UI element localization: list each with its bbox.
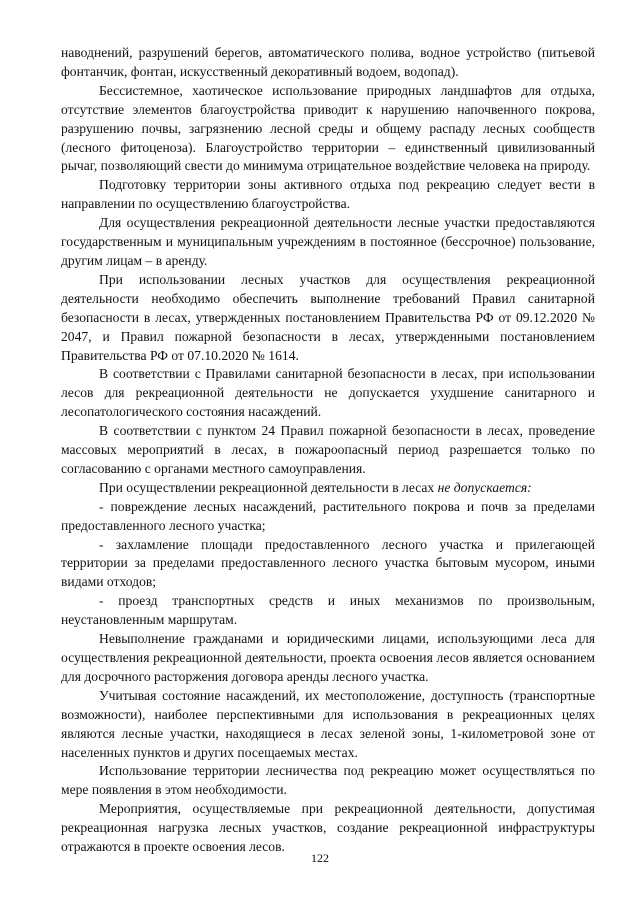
paragraph-8: [61, 479, 595, 498]
paragraph-8-lead: При осуществлении рекреационной деятельности в лесах: [99, 479, 438, 495]
paragraph-13: Учитывая состояние насаждений, их местоположение, доступность (транспортные возможности), наиболее перспективными для использования в рекреационных целях являются лесные участки, находящиеся в лесах зеленой зоны, 1-километровой зоне от населенных пунктов и других посещаемых местах.: [61, 687, 595, 760]
paragraph-7: В соответствии с пунктом 24 Правил пожарной безопасности в лесах, проведение массовых мероприятий в лесах, в пожароопасный период разрешается только по согласованию с органами местного самоуправления.: [61, 423, 595, 476]
paragraph-14: Использование территории лесничества под рекреацию может осуществляться по мере появления в этом необходимости.: [61, 763, 595, 798]
paragraph-6: В соответствии с Правилами санитарной безопасности в лесах, при использовании лесов для рекреационной деятельности не допускается ухудшение санитарного и лесопатологического состояния насаждений.: [61, 366, 595, 420]
paragraph-5: При использовании лесных участков для осуществления рекреационной деятельности необходимо обеспечить выполнение требований Правил санитарной безопасности в лесах, утвержденных постановлением Правительства РФ от 09.12.2020 № 2047, и Правил пожарной безопасности в лесах, утвержденными постановлением Правительства РФ от 07.10.2020 № 1614.: [61, 271, 595, 363]
paragraph-3: Подготовку территории зоны активного отдыха под рекреацию следует вести в направлении по осуществлению благоустройства.: [61, 177, 595, 212]
list-item-damage: - повреждение лесных насаждений, растительного покрова и почв за пределами предоставленного лесного участка;: [61, 498, 595, 533]
paragraph-1: наводнений, разрушений берегов, автоматического полива, водное устройство (питьевой фонтанчик, фонтан, искусственный декоративный водоем, водопад).: [61, 45, 595, 79]
paragraph-4: Для осуществления рекреационной деятельности лесные участки предоставляются государственным и муниципальным учреждениям в постоянное (бессрочное) пользование, другим лицам – в аренду.: [61, 215, 595, 268]
list-item-littering: - захламление площади предоставленного лесного участка и прилегающей территории за пределами предоставленного лесного участка бытовым мусором, иными видами отходов;: [61, 536, 595, 590]
paragraph-15: Мероприятия, осуществляемые при рекреационной деятельности, допустимая рекреационная нагрузка лесных участков, создание рекреационной инфраструктуры отражаются в проекте освоения лесов.: [61, 801, 595, 855]
list-item-vehicles: - проезд транспортных средств и иных механизмов по произвольным, неустановленным маршрутам.: [61, 593, 595, 628]
paragraph-2: Бессистемное, хаотическое использование природных ландшафтов для отдыха, отсутствие элементов благоустройства приводит к нарушению напочвенного покрова, разрушению почвы, загрязнению лесной среды и общему распаду лесных сообществ (лесного фитоценоза). Благоустройство территории – единственный цивилизованный рычаг, позволяющий свести до минимума отрицательное воздействие человека на природу.: [61, 82, 595, 174]
paragraph-12: Невыполнение гражданами и юридическими лицами, использующими леса для осуществления рекреационной деятельности, проекта освоения лесов является основанием для досрочного расторжения договора аренды лесного участка.: [61, 631, 595, 684]
document-body: [61, 44, 595, 857]
page-number: 122: [311, 851, 329, 865]
paragraph-8-emphasis: не допускается:: [437, 479, 532, 495]
